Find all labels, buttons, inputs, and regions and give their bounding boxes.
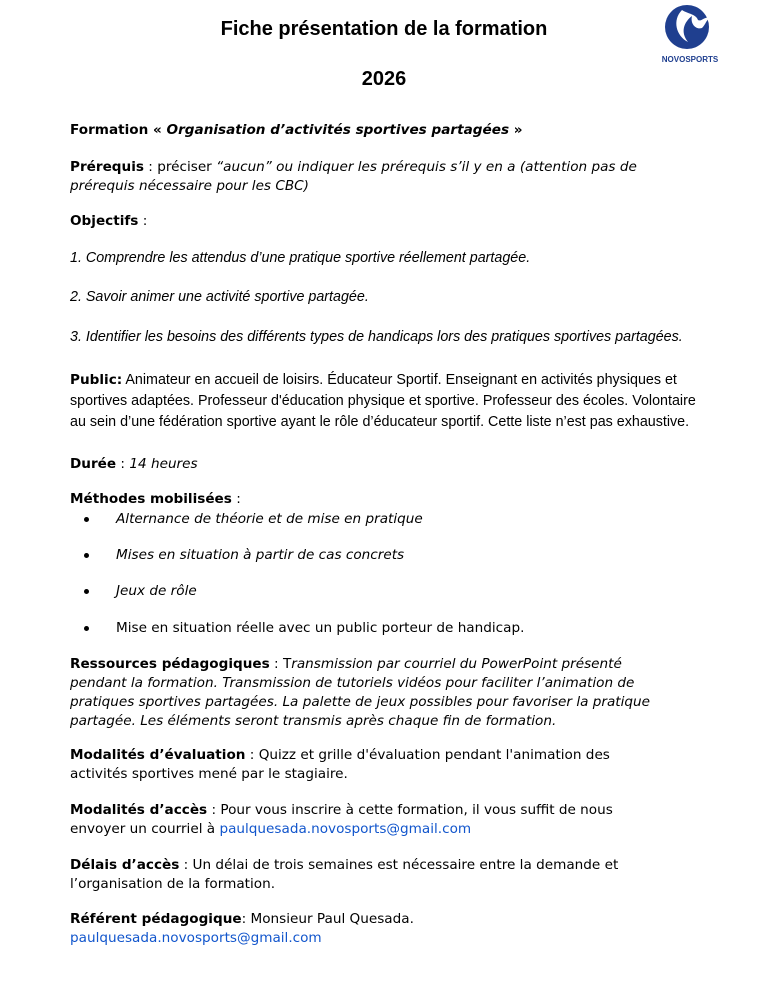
ressources-label: Ressources pédagogiques: [70, 656, 270, 672]
bullet-icon: [84, 626, 89, 631]
duree-label: Durée: [70, 456, 117, 472]
objectifs-sep: :: [138, 213, 148, 229]
methode-item: [116, 582, 197, 601]
ressources-sep: : T: [269, 656, 292, 672]
methode-item: [116, 510, 423, 529]
methodes-sep: :: [231, 491, 241, 507]
objectif-item: 3. Identifier les besoins des différents types de handicaps lors des pratiques sportives partagées.: [70, 329, 683, 345]
methode-text: Alternance de théorie et de mise en pratique: [116, 511, 423, 527]
referent-label: Référent pédagogique: [70, 911, 242, 927]
methode-item: [116, 619, 524, 638]
methode-item: [116, 546, 404, 565]
formation-label: Formation «: [70, 122, 167, 138]
ressources-section: [70, 655, 650, 731]
novosports-logo: [662, 2, 718, 68]
acces-section: [70, 801, 613, 839]
public-section: [70, 370, 696, 433]
acces-text: envoyer un courriel à: [70, 821, 220, 837]
public-text: Animateur en accueil de loisirs. Éducateur Sportif. Enseignant en activités physiques et: [122, 372, 677, 388]
objectifs-label: Objectifs: [70, 213, 139, 229]
delais-label: Délais d’accès: [70, 857, 180, 873]
objectif-item: 2. Savoir animer une activité sportive partagée.: [70, 289, 369, 305]
document-year: 2026: [361, 68, 407, 90]
public-text: sportives adaptées. Professeur d'éducation physique et sportive. Professeur des écoles. Volontaire: [70, 393, 696, 409]
public-text: au sein d’une fédération sportive ayant le rôle d’éducateur sportif. Cette liste n’est pas exhaustive.: [70, 414, 690, 430]
acces-label: Modalités d’accès: [70, 802, 208, 818]
ressources-text: partagée. Les éléments seront transmis après chaque fin de formation.: [70, 713, 557, 729]
referent-email-link[interactable]: paulquesada.novosports@gmail.com: [70, 930, 322, 946]
methode-text: Jeux de rôle: [116, 583, 197, 599]
evaluation-label: Modalités d’évaluation: [70, 747, 246, 763]
methodes-heading: [70, 490, 241, 509]
bullet-icon: [84, 589, 89, 594]
delais-section: [70, 856, 618, 894]
formation-name: Organisation d’activités sportives partagées: [166, 122, 510, 138]
bullet-icon: [84, 517, 89, 522]
methodes-label: Méthodes mobilisées: [70, 491, 232, 507]
prerequis-text-1: “aucun” ou indiquer les prérequis s’il y en a (attention pas de: [216, 159, 637, 175]
objectifs-heading: [70, 212, 147, 231]
methode-text: Mises en situation à partir de cas concrets: [116, 547, 405, 563]
evaluation-section: [70, 746, 610, 784]
svg-text:NOVOSPORTS: NOVOSPORTS: [662, 55, 718, 64]
acces-email-link[interactable]: paulquesada.novosports@gmail.com: [219, 821, 472, 837]
duree-section: [70, 455, 198, 474]
acces-text: : Pour vous inscrire à cette formation, il vous suffit de nous: [207, 802, 613, 818]
bullet-icon: [84, 553, 89, 558]
ressources-text: pendant la formation. Transmission de tutoriels vidéos pour faciliter l’animation de: [70, 675, 635, 691]
formation-close: »: [509, 122, 523, 138]
evaluation-text: activités sportives mené par le stagiaire.: [70, 766, 348, 782]
document-title: Fiche présentation de la formation: [220, 18, 548, 40]
prerequis-section: [70, 158, 637, 196]
referent-section: [70, 910, 414, 948]
ressources-text: ransmission par courriel du PowerPoint présenté: [291, 656, 622, 672]
formation-heading: [70, 121, 523, 140]
ressources-text: pratiques sportives partagées. La palette de jeux possibles pour favoriser la pratique: [70, 694, 651, 710]
prerequis-label: Prérequis: [70, 159, 144, 175]
prerequis-sep: : préciser: [143, 159, 217, 175]
public-label: Public:: [70, 372, 123, 388]
objectif-item: 1. Comprendre les attendus d’une pratique sportive réellement partagée.: [70, 250, 531, 266]
evaluation-text: : Quizz et grille d'évaluation pendant l'animation des: [245, 747, 610, 763]
referent-value: : Monsieur Paul Quesada.: [241, 911, 414, 927]
duree-sep: :: [116, 456, 130, 472]
delais-text: l’organisation de la formation.: [70, 876, 276, 892]
methode-text: Mise en situation réelle avec un public porteur de handicap.: [116, 620, 525, 636]
prerequis-text-2: prérequis nécessaire pour les CBC): [70, 178, 309, 194]
duree-value: 14 heures: [129, 456, 198, 472]
delais-text: : Un délai de trois semaines est nécessaire entre la demande et: [179, 857, 619, 873]
